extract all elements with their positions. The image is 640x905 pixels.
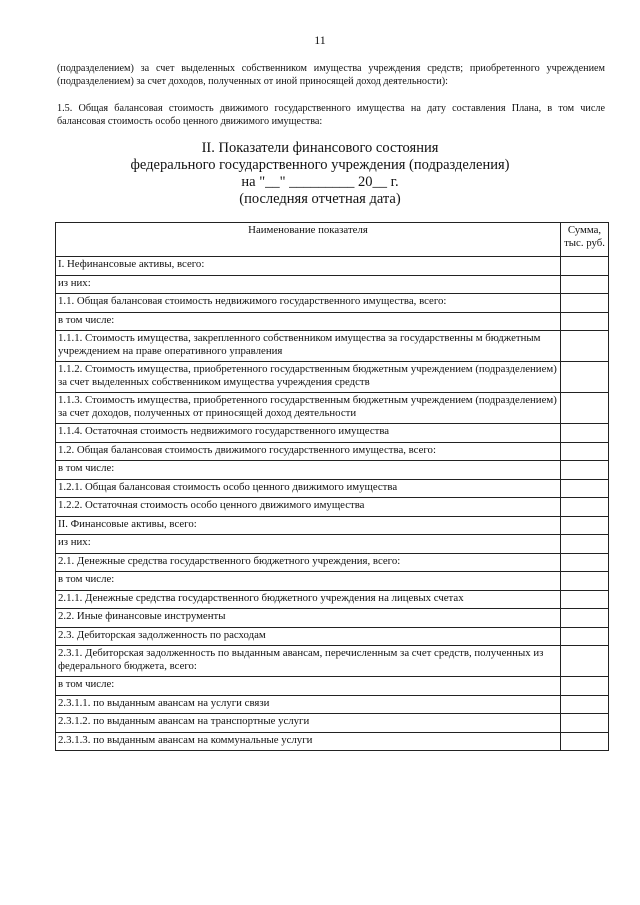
sum-cell xyxy=(561,442,609,461)
table-row xyxy=(56,677,609,696)
table-row xyxy=(56,646,609,677)
table-row xyxy=(56,479,609,498)
table-row xyxy=(56,553,609,572)
table-row xyxy=(56,609,609,628)
financial-indicators-table xyxy=(55,222,609,751)
sum-cell xyxy=(561,479,609,498)
table-body xyxy=(56,257,609,751)
sum-cell xyxy=(561,275,609,294)
indicator-name-cell: из них: xyxy=(56,275,561,294)
indicator-name-cell: 2.1. Денежные средства государственного бюджетного учреждения, всего: xyxy=(56,553,561,572)
section-title: II. Показатели финансового состояния xyxy=(201,140,439,156)
indicator-name-cell: 2.1.1. Денежные средства государственного бюджетного учреждения на лицевых счетах xyxy=(56,590,561,609)
intro-paragraph: (подразделением) за счет выделенных собственником имущества учреждения средств; приобретенного учреждением (подразделением) за счет доходов, полученных от иной приносящей доход деятельности): xyxy=(57,63,605,87)
column-header-name: Наименование показателя xyxy=(56,223,561,257)
sum-cell xyxy=(561,331,609,362)
table-row xyxy=(56,572,609,591)
table-row xyxy=(56,461,609,480)
indicator-name-cell: 1.1.4. Остаточная стоимость недвижимого государственного имущества xyxy=(56,424,561,443)
sum-cell xyxy=(561,732,609,751)
table-row xyxy=(56,362,609,393)
sum-cell xyxy=(561,714,609,733)
indicator-name-cell: 2.3.1.3. по выданным авансам на коммунальные услуги xyxy=(56,732,561,751)
table-row xyxy=(56,732,609,751)
table-row xyxy=(56,275,609,294)
indicator-name-cell: 2.3.1. Дебиторская задолженность по выданным авансам, перечисленным за счет средств, полученных из федерального бюджета, всего: xyxy=(56,646,561,677)
sum-cell xyxy=(561,424,609,443)
sum-cell xyxy=(561,627,609,646)
sum-cell xyxy=(561,257,609,276)
indicator-name-cell: из них: xyxy=(56,535,561,554)
table-row xyxy=(56,627,609,646)
indicator-name-cell: в том числе: xyxy=(56,677,561,696)
sum-cell xyxy=(561,646,609,677)
indicator-name-cell: 2.3.1.1. по выданным авансам на услуги связи xyxy=(56,695,561,714)
sum-cell xyxy=(561,553,609,572)
indicator-name-cell: 1.1.3. Стоимость имущества, приобретенного государственным бюджетным учреждением (подразделением) за счет доходов, полученных от приносящей доход деятельности xyxy=(56,393,561,424)
page-number: 11 xyxy=(314,33,326,47)
sum-cell xyxy=(561,609,609,628)
indicator-name-cell: 2.3. Дебиторская задолженность по расходам xyxy=(56,627,561,646)
section-date-note: (последняя отчетная дата) xyxy=(239,191,401,207)
table-row xyxy=(56,393,609,424)
indicator-name-cell: 1.2. Общая балансовая стоимость движимого государственного имущества, всего: xyxy=(56,442,561,461)
section-date-line: на "__" _________ 20__ г. xyxy=(241,174,399,190)
indicator-name-cell: в том числе: xyxy=(56,461,561,480)
sum-cell xyxy=(561,590,609,609)
sum-cell xyxy=(561,695,609,714)
sum-cell xyxy=(561,572,609,591)
sum-cell xyxy=(561,362,609,393)
indicator-name-cell: в том числе: xyxy=(56,572,561,591)
indicator-name-cell: в том числе: xyxy=(56,312,561,331)
table-row xyxy=(56,535,609,554)
indicator-name-cell: I. Нефинансовые активы, всего: xyxy=(56,257,561,276)
indicator-name-cell: II. Финансовые активы, всего: xyxy=(56,516,561,535)
sum-cell xyxy=(561,677,609,696)
indicator-name-cell: 1.1.1. Стоимость имущества, закрепленного собственником имущества за государственны м бюджетным учреждением на праве оперативного управления xyxy=(56,331,561,362)
indicator-name-cell: 2.3.1.2. по выданным авансам на транспортные услуги xyxy=(56,714,561,733)
table-row xyxy=(56,714,609,733)
indicator-name-cell: 1.1.2. Стоимость имущества, приобретенного государственным бюджетным учреждением (подразделением) за счет выделенных собственником имущества учреждения средств xyxy=(56,362,561,393)
indicator-name-cell: 2.2. Иные финансовые инструменты xyxy=(56,609,561,628)
sum-cell xyxy=(561,294,609,313)
table-row xyxy=(56,516,609,535)
sum-cell xyxy=(561,393,609,424)
indicator-name-cell: 1.2.2. Остаточная стоимость особо ценного движимого имущества xyxy=(56,498,561,517)
table-row xyxy=(56,424,609,443)
indicator-name-cell: 1.2.1. Общая балансовая стоимость особо ценного движимого имущества xyxy=(56,479,561,498)
table-row xyxy=(56,442,609,461)
table-row xyxy=(56,695,609,714)
sum-cell xyxy=(561,461,609,480)
item-1-5-paragraph: 1.5. Общая балансовая стоимость движимого государственного имущества на дату составления Плана, в том числе балансовая стоимость особо ценного движимого имущества: xyxy=(57,103,605,127)
indicator-name-cell: 1.1. Общая балансовая стоимость недвижимого государственного имущества, всего: xyxy=(56,294,561,313)
sum-cell xyxy=(561,535,609,554)
table-row xyxy=(56,498,609,517)
table-row xyxy=(56,590,609,609)
table-row xyxy=(56,257,609,276)
sum-cell xyxy=(561,498,609,517)
table-row xyxy=(56,294,609,313)
sum-cell xyxy=(561,516,609,535)
table-row xyxy=(56,331,609,362)
column-header-sum: Сумма, тыс. руб. xyxy=(561,223,609,257)
sum-cell xyxy=(561,312,609,331)
section-subtitle: федерального государственного учреждения (подразделения) xyxy=(130,157,510,173)
table-row xyxy=(56,312,609,331)
